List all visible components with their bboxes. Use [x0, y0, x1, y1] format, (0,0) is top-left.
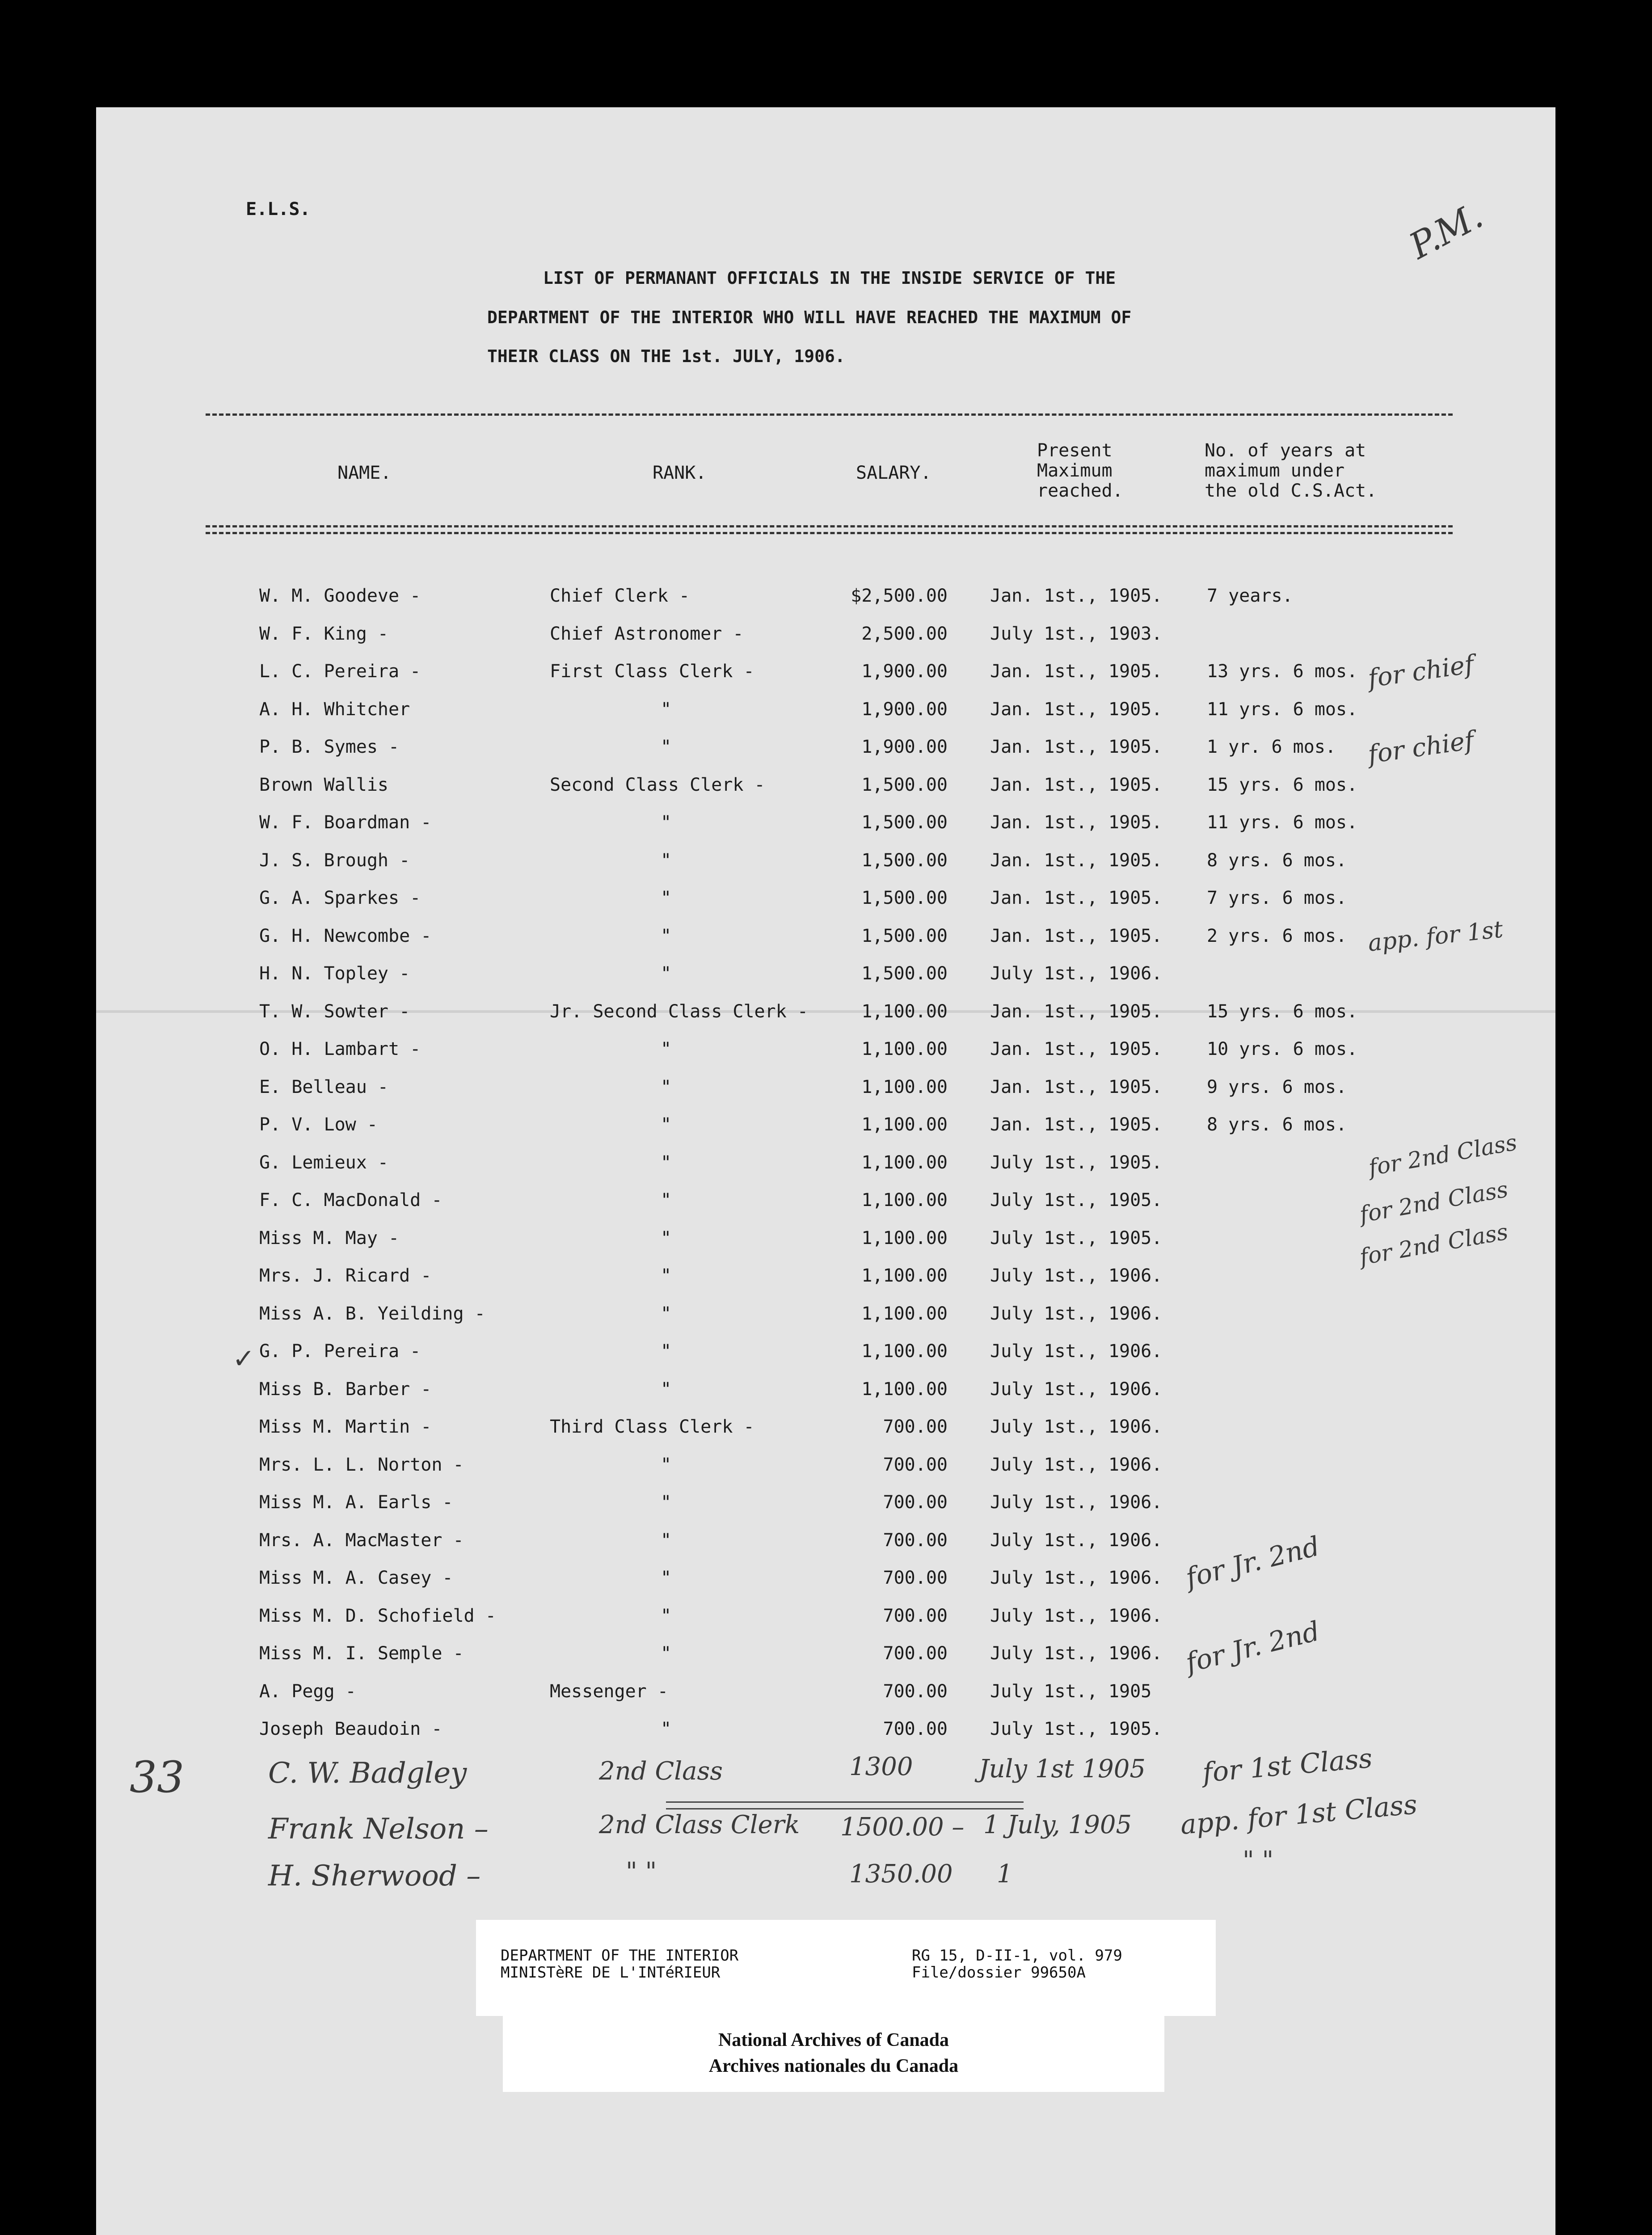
annotation-for-jr-2nd-1: for Jr. 2nd [1183, 1531, 1323, 1594]
hand-row-3-rank: " " [626, 1857, 657, 1886]
official-name: W. F. Boardman - [259, 812, 432, 833]
official-salary: 1,100.00 [861, 1039, 948, 1059]
table-row [0, 1455, 1652, 1492]
maximum-reached-date: July 1st., 1906. [990, 1379, 1163, 1400]
header-years-3: the old C.S.Act. [1205, 481, 1377, 501]
annotation-for-2nd-class-3: for 2nd Class [1357, 1219, 1510, 1270]
official-rank: " [660, 1492, 672, 1513]
official-salary: $2,500.00 [851, 586, 948, 606]
official-salary: 1,900.00 [861, 661, 948, 682]
official-salary: 1,100.00 [861, 1114, 948, 1135]
header-years-2: maximum under [1205, 460, 1345, 481]
years-at-maximum: 7 years. [1207, 586, 1293, 606]
table-row [0, 1303, 1652, 1341]
table-row [0, 1001, 1652, 1039]
annotation-for-jr-2nd-2: for Jr. 2nd [1183, 1615, 1323, 1679]
header-present-1: Present [1037, 440, 1113, 461]
maximum-reached-date: July 1st., 1905. [990, 1227, 1163, 1248]
official-name: E. Belleau - [259, 1076, 388, 1097]
table-row [0, 1606, 1652, 1643]
official-name: G. P. Pereira - [259, 1341, 421, 1362]
official-rank: " [660, 812, 672, 833]
table-row [0, 1379, 1652, 1417]
hand-row-3-note: " " [1243, 1846, 1274, 1875]
official-rank: " [660, 963, 672, 984]
years-at-maximum: 7 yrs. 6 mos. [1207, 888, 1347, 908]
official-salary: 700.00 [883, 1417, 948, 1437]
years-at-maximum: 9 yrs. 6 mos. [1207, 1076, 1347, 1097]
header-present-2: Maximum [1037, 460, 1113, 481]
official-name: Miss M. I. Semple - [259, 1643, 464, 1664]
official-salary: 1,100.00 [861, 1303, 948, 1324]
double-rule [666, 1801, 1024, 1809]
official-salary: 1,500.00 [861, 774, 948, 795]
header-present-3: reached. [1037, 481, 1123, 501]
official-salary: 1,500.00 [861, 925, 948, 946]
maximum-reached-date: July 1st., 1903. [990, 623, 1163, 644]
maximum-reached-date: July 1st., 1906. [990, 1492, 1163, 1513]
table-row [0, 1039, 1652, 1076]
maximum-reached-date: July 1st., 1905. [990, 1152, 1163, 1173]
official-salary: 1,100.00 [861, 1379, 948, 1400]
maximum-reached-date: Jan. 1st., 1905. [990, 812, 1163, 833]
label-dept-fr: MINISTèRE DE L'INTéRIEUR [501, 1964, 721, 1982]
years-at-maximum: 15 yrs. 6 mos. [1207, 1001, 1358, 1022]
institution-english: National Archives of Canada [718, 2030, 949, 2050]
official-rank: " [660, 1605, 672, 1626]
title-line-3: THEIR CLASS ON THE 1st. JULY, 1906. [487, 346, 845, 366]
maximum-reached-date: Jan. 1st., 1905. [990, 888, 1163, 908]
maximum-reached-date: Jan. 1st., 1905. [990, 737, 1163, 757]
official-salary: 1,900.00 [861, 699, 948, 720]
official-rank: Chief Clerk - [550, 586, 690, 606]
annotation-for-chief-1: for chief [1366, 649, 1476, 694]
official-rank: " [660, 1303, 672, 1324]
official-salary: 1,100.00 [861, 1227, 948, 1248]
maximum-reached-date: July 1st., 1906. [990, 1605, 1163, 1626]
official-name: G. A. Sparkes - [259, 888, 421, 908]
title-line-1: LIST OF PERMANANT OFFICIALS IN THE INSIDE SERVICE OF THE [543, 268, 1116, 288]
official-salary: 1,100.00 [861, 1001, 948, 1022]
table-row [0, 586, 1652, 623]
official-rank: " [660, 1568, 672, 1588]
table-row [0, 888, 1652, 925]
official-name: Miss B. Barber - [259, 1379, 432, 1400]
hand-row-1-rank: 2nd Class [599, 1757, 723, 1786]
corner-mark: P.M. [1403, 194, 1490, 267]
top-rule [206, 413, 1453, 416]
table-row [0, 1643, 1652, 1681]
official-rank: " [660, 1039, 672, 1059]
header-salary: SALARY. [856, 463, 931, 483]
official-rank: " [660, 1454, 672, 1475]
official-rank: " [660, 1227, 672, 1248]
annotation-for-2nd-class-2: for 2nd Class [1357, 1176, 1510, 1228]
maximum-reached-date: July 1st., 1906. [990, 963, 1163, 984]
official-rank: First Class Clerk - [550, 661, 754, 682]
annotation-for-2nd-class-1: for 2nd Class [1366, 1129, 1519, 1181]
official-name: Miss M. D. Schofield - [259, 1605, 496, 1626]
header-name: NAME. [337, 463, 392, 483]
table-row [0, 624, 1652, 661]
table-row [0, 963, 1652, 1001]
header-rule-2 [206, 532, 1453, 534]
years-at-maximum: 13 yrs. 6 mos. [1207, 661, 1358, 682]
years-at-maximum: 8 yrs. 6 mos. [1207, 850, 1347, 871]
official-name: O. H. Lambart - [259, 1039, 421, 1059]
official-rank: " [660, 699, 672, 720]
official-rank: " [660, 1341, 672, 1362]
official-rank: Jr. Second Class Clerk - [550, 1001, 808, 1022]
years-at-maximum: 11 yrs. 6 mos. [1207, 699, 1358, 720]
official-name: Miss M. May - [259, 1227, 400, 1248]
label-file-number: File/dossier 99650A [912, 1964, 1086, 1982]
maximum-reached-date: Jan. 1st., 1905. [990, 699, 1163, 720]
hand-row-2-note: app. for 1st Class [1179, 1788, 1419, 1841]
years-at-maximum: 11 yrs. 6 mos. [1207, 812, 1358, 833]
official-salary: 1,500.00 [861, 812, 948, 833]
official-rank: Chief Astronomer - [550, 623, 744, 644]
table-row [0, 1568, 1652, 1605]
maximum-reached-date: July 1st., 1905 [990, 1681, 1152, 1702]
maximum-reached-date: Jan. 1st., 1905. [990, 1076, 1163, 1097]
official-rank: " [660, 1190, 672, 1210]
official-name: L. C. Pereira - [259, 661, 421, 682]
official-salary: 700.00 [883, 1605, 948, 1626]
official-rank: Messenger - [550, 1681, 668, 1702]
table-row [0, 1530, 1652, 1568]
title-line-2: DEPARTMENT OF THE INTERIOR WHO WILL HAVE REACHED THE MAXIMUM OF [487, 308, 1132, 327]
official-salary: 700.00 [883, 1492, 948, 1513]
official-name: H. N. Topley - [259, 963, 410, 984]
official-rank: " [660, 1076, 672, 1097]
hand-row-2-date: 1 July, 1905 [983, 1810, 1132, 1839]
table-row [0, 812, 1652, 850]
official-rank: " [660, 888, 672, 908]
official-name: Miss M. A. Casey - [259, 1568, 453, 1588]
official-name: Mrs. A. MacMaster - [259, 1530, 464, 1551]
initials: E.L.S. [246, 199, 311, 219]
maximum-reached-date: July 1st., 1906. [990, 1341, 1163, 1362]
official-salary: 1,100.00 [861, 1341, 948, 1362]
table-row [0, 1492, 1652, 1530]
maximum-reached-date: July 1st., 1906. [990, 1417, 1163, 1437]
hand-row-2-name: Frank Nelson – [268, 1813, 489, 1846]
official-rank: " [660, 1530, 672, 1551]
maximum-reached-date: Jan. 1st., 1905. [990, 850, 1163, 871]
official-name: T. W. Sowter - [259, 1001, 410, 1022]
hand-row-1-salary: 1300 [849, 1752, 913, 1781]
official-rank: " [660, 850, 672, 871]
official-salary: 2,500.00 [861, 623, 948, 644]
official-rank: " [660, 1152, 672, 1173]
official-name: Mrs. J. Ricard - [259, 1265, 432, 1286]
official-salary: 1,500.00 [861, 888, 948, 908]
maximum-reached-date: July 1st., 1906. [990, 1530, 1163, 1551]
official-rank: " [660, 737, 672, 757]
table-row [0, 1114, 1652, 1152]
official-name: P. B. Symes - [259, 737, 400, 757]
hand-row-3-name: H. Sherwood – [268, 1860, 481, 1893]
official-rank: " [660, 1265, 672, 1286]
official-rank: Second Class Clerk - [550, 774, 765, 795]
official-salary: 1,500.00 [861, 850, 948, 871]
archive-reference-label [476, 1920, 1216, 2016]
hand-row-1-name: C. W. Badgley [268, 1757, 467, 1790]
official-name: A. Pegg - [259, 1681, 356, 1702]
official-salary: 700.00 [883, 1643, 948, 1664]
maximum-reached-date: July 1st., 1905. [990, 1719, 1163, 1739]
hand-row-2-rank: 2nd Class Clerk [599, 1810, 800, 1839]
official-name: G. Lemieux - [259, 1152, 388, 1173]
maximum-reached-date: Jan. 1st., 1905. [990, 586, 1163, 606]
official-name: Mrs. L. L. Norton - [259, 1454, 464, 1475]
table-row [0, 1417, 1652, 1454]
hand-row-3-salary: 1350.00 [849, 1860, 953, 1889]
official-salary: 1,100.00 [861, 1076, 948, 1097]
table-row [0, 1681, 1652, 1719]
maximum-reached-date: July 1st., 1906. [990, 1265, 1163, 1286]
table-row [0, 1719, 1652, 1756]
maximum-reached-date: Jan. 1st., 1905. [990, 661, 1163, 682]
maximum-reached-date: Jan. 1st., 1905. [990, 774, 1163, 795]
official-salary: 700.00 [883, 1530, 948, 1551]
maximum-reached-date: Jan. 1st., 1905. [990, 1114, 1163, 1135]
official-salary: 1,100.00 [861, 1152, 948, 1173]
official-name: Miss M. Martin - [259, 1417, 432, 1437]
annotation-app-for-1st: app. for 1st [1366, 916, 1504, 957]
official-rank: Third Class Clerk - [550, 1417, 754, 1437]
official-rank: " [660, 1643, 672, 1664]
official-name: J. S. Brough - [259, 850, 410, 871]
official-salary: 700.00 [883, 1719, 948, 1739]
official-name: W. M. Goodeve - [259, 586, 421, 606]
label-dept-en: DEPARTMENT OF THE INTERIOR [501, 1947, 739, 1965]
official-name: Miss M. A. Earls - [259, 1492, 453, 1513]
table-row [0, 1265, 1652, 1303]
maximum-reached-date: July 1st., 1906. [990, 1454, 1163, 1475]
table-row [0, 1077, 1652, 1114]
table-row [0, 699, 1652, 737]
official-salary: 700.00 [883, 1681, 948, 1702]
check-mark-icon: ✓ [232, 1343, 255, 1375]
official-name: Brown Wallis [259, 774, 388, 795]
official-salary: 1,100.00 [861, 1265, 948, 1286]
hand-row-1-note: for 1st Class [1201, 1742, 1374, 1789]
official-name: A. H. Whitcher [259, 699, 410, 720]
maximum-reached-date: Jan. 1st., 1905. [990, 1039, 1163, 1059]
label-record-group: RG 15, D-II-1, vol. 979 [912, 1947, 1122, 1965]
years-at-maximum: 15 yrs. 6 mos. [1207, 774, 1358, 795]
official-salary: 1,900.00 [861, 737, 948, 757]
official-salary: 700.00 [883, 1568, 948, 1588]
official-rank: " [660, 1719, 672, 1739]
maximum-reached-date: July 1st., 1906. [990, 1303, 1163, 1324]
hand-row-2-salary: 1500.00 – [840, 1813, 965, 1842]
margin-number: 33 [130, 1752, 185, 1802]
header-years-1: No. of years at [1205, 440, 1366, 461]
hand-row-3-date: 1 [997, 1860, 1013, 1889]
maximum-reached-date: July 1st., 1906. [990, 1643, 1163, 1664]
years-at-maximum: 2 yrs. 6 mos. [1207, 925, 1347, 946]
years-at-maximum: 8 yrs. 6 mos. [1207, 1114, 1347, 1135]
official-salary: 1,100.00 [861, 1190, 948, 1210]
header-rank: RANK. [653, 463, 707, 483]
official-salary: 700.00 [883, 1454, 948, 1475]
maximum-reached-date: July 1st., 1906. [990, 1568, 1163, 1588]
maximum-reached-date: Jan. 1st., 1905. [990, 1001, 1163, 1022]
archive-institution-label [503, 2016, 1164, 2092]
official-name: W. F. King - [259, 623, 388, 644]
table-row [0, 850, 1652, 888]
years-at-maximum: 1 yr. 6 mos. [1207, 737, 1336, 757]
official-name: F. C. MacDonald - [259, 1190, 442, 1210]
official-name: G. H. Newcombe - [259, 925, 432, 946]
official-name: P. V. Low - [259, 1114, 378, 1135]
hand-row-1-date: July 1st 1905 [979, 1754, 1146, 1784]
official-name: Joseph Beaudoin - [259, 1719, 442, 1739]
official-salary: 1,500.00 [861, 963, 948, 984]
annotation-for-chief-2: for chief [1366, 725, 1476, 770]
official-rank: " [660, 925, 672, 946]
table-row [0, 775, 1652, 812]
years-at-maximum: 10 yrs. 6 mos. [1207, 1039, 1358, 1059]
header-rule-1 [206, 525, 1453, 527]
official-rank: " [660, 1114, 672, 1135]
institution-french: Archives nationales du Canada [708, 2056, 959, 2076]
official-rank: " [660, 1379, 672, 1400]
official-name: Miss A. B. Yeilding - [259, 1303, 485, 1324]
maximum-reached-date: July 1st., 1905. [990, 1190, 1163, 1210]
maximum-reached-date: Jan. 1st., 1905. [990, 925, 1163, 946]
